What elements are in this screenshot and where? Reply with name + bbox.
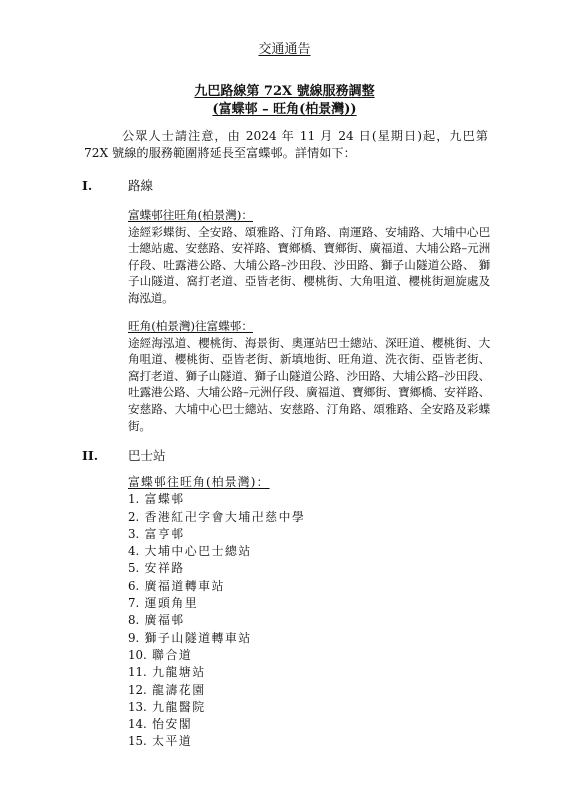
route-block-outbound (128, 207, 490, 307)
list-item: 7. 運頭角里 (128, 596, 199, 611)
route-description: 途經彩蝶街、全安路、頌雅路、汀角路、南運路、安埔路、大埔中心巴士總站處、安慈路、安祥路、寶鄉橋、寶鄉街、廣福道、大埔公路–元洲仔段、吐露港公路、大埔公路–沙田段、沙田路、獅子山隧道公路、 獅子山隧道、窩打老道、亞皆老街、櫻桃街、大角咀道、櫻桃街迴旋處及海泓道。 (128, 224, 490, 305)
list-item: 1. 富蝶邨 (128, 492, 185, 507)
list-item: 4. 大埔中心巴士總站 (128, 544, 252, 559)
list-item: 8. 廣福邨 (128, 613, 185, 628)
section-number: II. (82, 448, 99, 463)
route-description: 途經海泓道、櫻桃街、海景街、奧運站巴士總站、深旺道、櫻桃街、大角咀道、櫻桃街、亞皆老街、新填地街、旺角道、洗衣街、亞皆老街、窩打老道、獅子山隧道、獅子山隧道公路、沙田路、大埔公路–沙田段、吐露港公路、大埔公路–元洲仔段、廣福道、寶鄉街、寶鄉橋、安祥路、安慈路、大埔中心巴士總站、安慈路、汀角路、頌雅路、全安路及彩蝶街。 (128, 335, 490, 433)
route-endpoints: (富蝶邨 – 旺角(柏景灣)) (212, 102, 357, 117)
section-label: 巴士站 (128, 448, 166, 463)
section-routes-heading (82, 176, 153, 194)
list-item: 9. 獅子山隧道轉車站 (128, 630, 252, 645)
intro-paragraph: 公眾人士請注意，由 2024 年 11 月 24 日(星期日)起，九巴第 72X 號線的服務範圍將延長至富蝶邨。詳情如下： (84, 129, 488, 160)
stop-items (128, 491, 490, 750)
route-subtitle: 九巴路線第 72X 號線服務調整 (194, 84, 375, 99)
list-item: 2. 香港紅卍字會大埔卍慈中學 (128, 509, 306, 524)
section-label: 路線 (128, 178, 154, 193)
notice-title: 交通通告 (258, 42, 311, 57)
list-item: 13. 九龍醫院 (128, 699, 206, 714)
route-direction-heading: 富蝶邨往旺角(柏景灣)： (128, 208, 253, 222)
list-item: 5. 安祥路 (128, 561, 185, 576)
route-direction-heading: 旺角(柏景灣)往富蝶邨： (128, 319, 253, 333)
route-block-inbound (128, 318, 490, 434)
list-item: 6. 廣福道轉車站 (128, 578, 226, 593)
list-item: 11. 九龍塘站 (128, 665, 206, 680)
section-number: I. (82, 178, 93, 193)
list-item: 12. 龍濤花園 (128, 682, 206, 697)
list-item: 14. 怡安閣 (128, 717, 193, 732)
list-item: 3. 富亨邨 (128, 526, 185, 541)
section-stops-heading (82, 446, 166, 464)
bus-stop-list (128, 474, 490, 751)
list-item: 10. 聯合道 (128, 647, 193, 662)
stops-direction-heading: 富蝶邨往旺角(柏景灣)： (128, 475, 270, 489)
list-item: 15. 太平道 (128, 734, 193, 749)
